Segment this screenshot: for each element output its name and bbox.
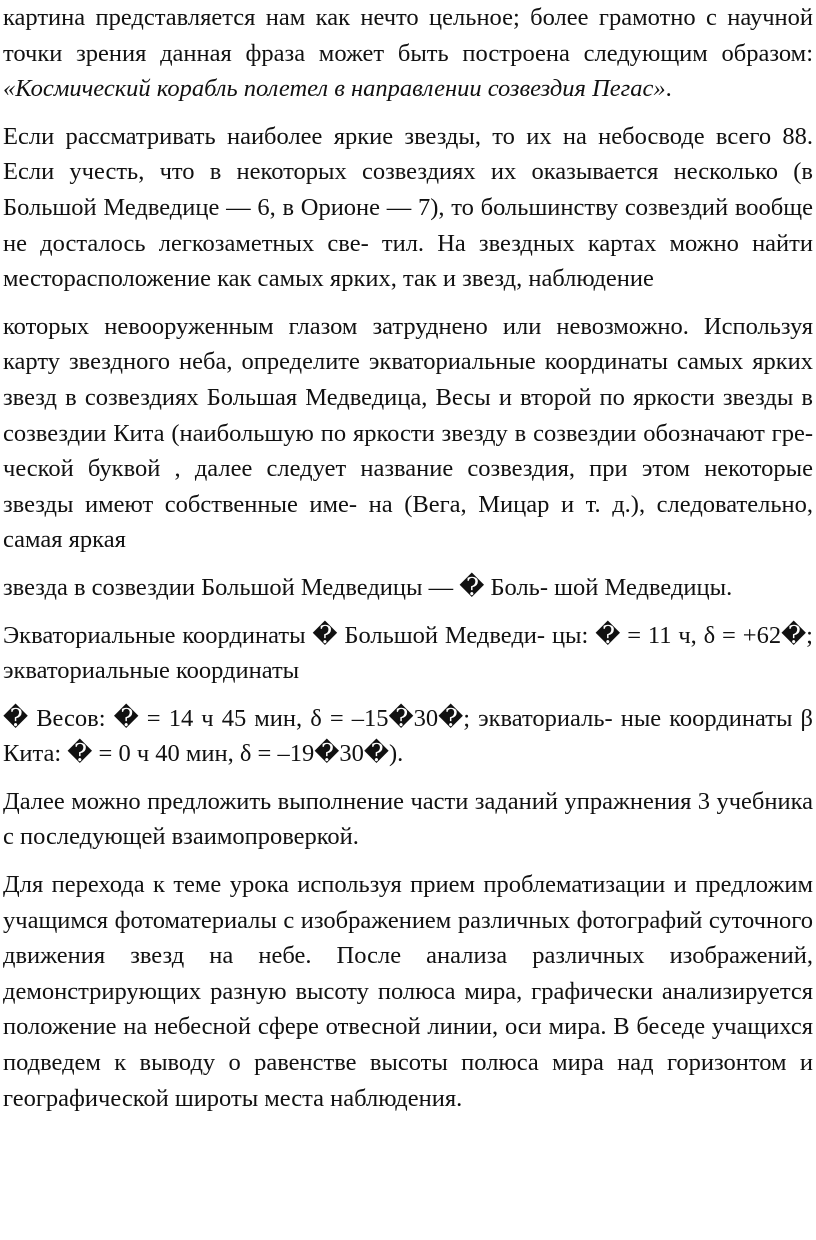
document-page <box>3 0 813 1116</box>
paragraph-5: Экваториальные координаты � Большой Медведи- цы: � = 11 ч, δ = +62�; экваториальные координаты <box>3 621 813 685</box>
paragraph-8: Для перехода к теме урока используя прием проблематизации и предложим учащимся фотоматериалы с изображением различных фотографий суточного движения звезд на небе. После анализа различных изображений, демонстрирующих разную высоту полюса мира, графически анализируется положение на небесной сфере отвесной линии, оси мира. В беседе учащихся подведем к выводу о равенстве высоты полюса мира над горизонтом и географической широты места наблюдения. <box>3 871 813 1112</box>
paragraph-6: � Весов: � = 14 ч 45 мин, δ = –15�30�; экваториаль- ные координаты β Кита: � = 0 ч 40 мин, δ = –19�30�). <box>3 704 813 768</box>
paragraph-2: Если рассматривать наиболее яркие звезды, то их на небосводе всего 88. Если учесть, что в некоторых созвездиях их оказывается несколько (в Большой Медведице — 6, в Орионе — 7), то большинству созвездий вообще не досталось легкозаметных све- тил. На звездных картах можно найти месторасположение как самых ярких, так и звезд, наблюдение <box>3 122 813 293</box>
paragraph-7: Далее можно предложить выполнение части заданий упражнения 3 учебника с последующей взаимопроверкой. <box>3 787 813 851</box>
paragraph-1-text: картина представляется нам как нечто цельное; более грамотно с научной точки зрения данная фраза может быть построена следующим образом: <box>3 4 813 67</box>
paragraph-3: которых невооруженным глазом затруднено или невозможно. Используя карту звездного неба, определите экваториальные координаты самых ярких звезд в созвездиях Большая Медведица, Весы и второй по яркости звезды в созвездии Кита (наибольшую по яркости звезду в созвездии обозначают гре- ческой буквой , далее следует название созвездия, при этом некоторые звезды имеют собственные име- на (Вега, Мицар и т. д.), следовательно, самая яркая <box>3 312 813 554</box>
paragraph-1 <box>3 0 813 107</box>
paragraph-1-tail: . <box>665 75 672 103</box>
paragraph-1-italic-quote: «Космический корабль полетел в направлении созвездия Пегас» <box>3 75 666 103</box>
paragraph-4: звезда в созвездии Большой Медведицы — � Боль- шой Медведицы. <box>3 573 733 601</box>
